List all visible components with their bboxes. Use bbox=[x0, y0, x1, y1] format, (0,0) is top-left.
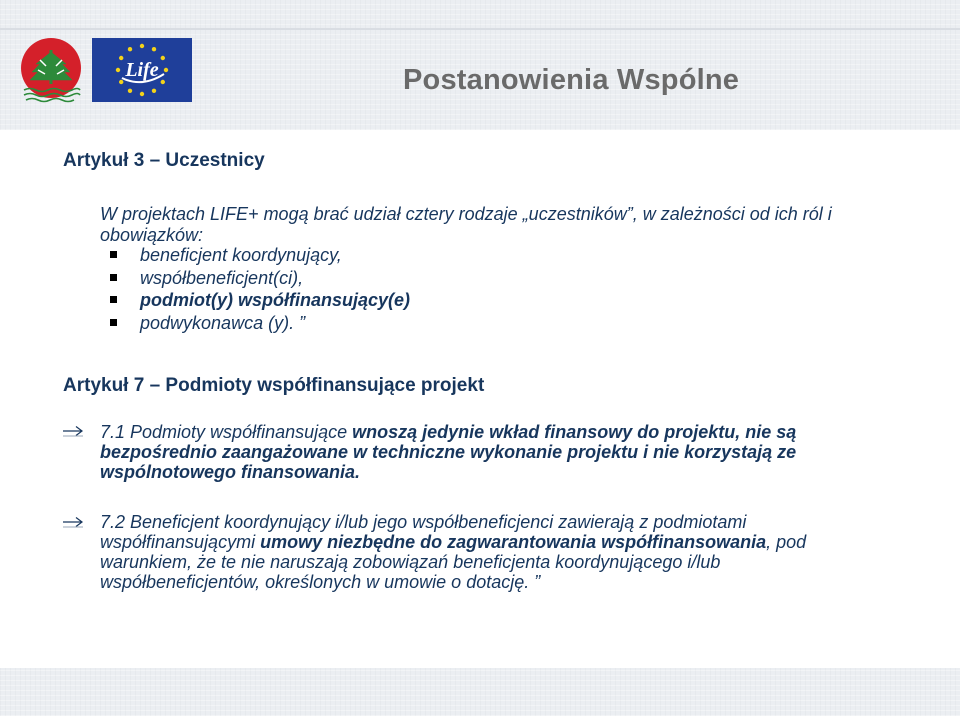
footer-band bbox=[0, 668, 960, 716]
eu-star-icon bbox=[128, 89, 132, 93]
eu-star-icon bbox=[152, 89, 156, 93]
eu-star-icon bbox=[119, 56, 123, 60]
article7-2-text-end: , pod warunkiem, że te nie naruszają zobowiązań beneficjenta koordynującego i/lub współbeneficjentów, określonych w umowie o dotację. ” bbox=[100, 532, 807, 592]
article7-2-text: 7.2 Beneficjent koordynujący i/lub jego współbeneficjenci zawierają z podmiotami współfinansującymi bbox=[100, 512, 747, 552]
eu-logo-text: Life bbox=[125, 59, 159, 81]
list-item-text: podmiot(y) współfinansujący(e) bbox=[140, 290, 411, 310]
eu-star-icon bbox=[119, 80, 123, 84]
article7-2-bold: umowy niezbędne do zagwarantowania współfinansowania bbox=[260, 532, 767, 552]
square-bullet-icon bbox=[110, 274, 117, 281]
eu-star-icon bbox=[161, 80, 165, 84]
square-bullet-icon bbox=[110, 296, 117, 303]
eu-star-icon bbox=[140, 92, 144, 96]
square-bullet-icon bbox=[110, 251, 117, 258]
article3-heading: Artykuł 3 – Uczestnicy bbox=[63, 150, 265, 171]
article7-1-text: 7.1 Podmioty współfinansujące bbox=[100, 422, 353, 442]
eu-life-logo bbox=[92, 38, 192, 102]
list-item-text: współbeneficjent(ci), bbox=[140, 267, 304, 288]
article7-paragraph-2 bbox=[100, 512, 860, 592]
list-item bbox=[108, 312, 410, 335]
article7-heading: Artykuł 7 – Podmioty współfinansujące projekt bbox=[63, 375, 485, 396]
eu-star-icon bbox=[140, 44, 144, 48]
arrow-right-icon bbox=[62, 516, 84, 528]
participants-list bbox=[108, 244, 410, 334]
list-item bbox=[108, 244, 410, 267]
eu-star-icon bbox=[164, 68, 168, 72]
list-item bbox=[108, 267, 410, 290]
slide-title: Postanowienia Wspólne bbox=[403, 64, 740, 96]
article3-intro: W projektach LIFE+ mogą brać udział cztery rodzaje „uczestników”, w zależności od ich ról i obowiązków: bbox=[100, 204, 832, 245]
natura2000-logo bbox=[18, 36, 84, 106]
article7-1-bold: wnoszą jedynie wkład finansowy do projektu, nie są bezpośrednio zaangażowane w techniczne wykonanie projektu i nie korzystają ze wspólnotowego finansowania. bbox=[100, 422, 797, 482]
list-item-text: podwykonawca (y). ” bbox=[140, 312, 306, 333]
article7-paragraph-1 bbox=[100, 422, 860, 482]
eu-star-icon bbox=[128, 47, 132, 51]
square-bullet-icon bbox=[110, 319, 117, 326]
list-item bbox=[108, 289, 410, 312]
eu-star-icon bbox=[161, 56, 165, 60]
eu-star-icon bbox=[116, 68, 120, 72]
arrow-right-icon bbox=[62, 425, 84, 437]
list-item-text: beneficjent koordynujący, bbox=[140, 245, 342, 265]
eu-star-icon bbox=[152, 47, 156, 51]
